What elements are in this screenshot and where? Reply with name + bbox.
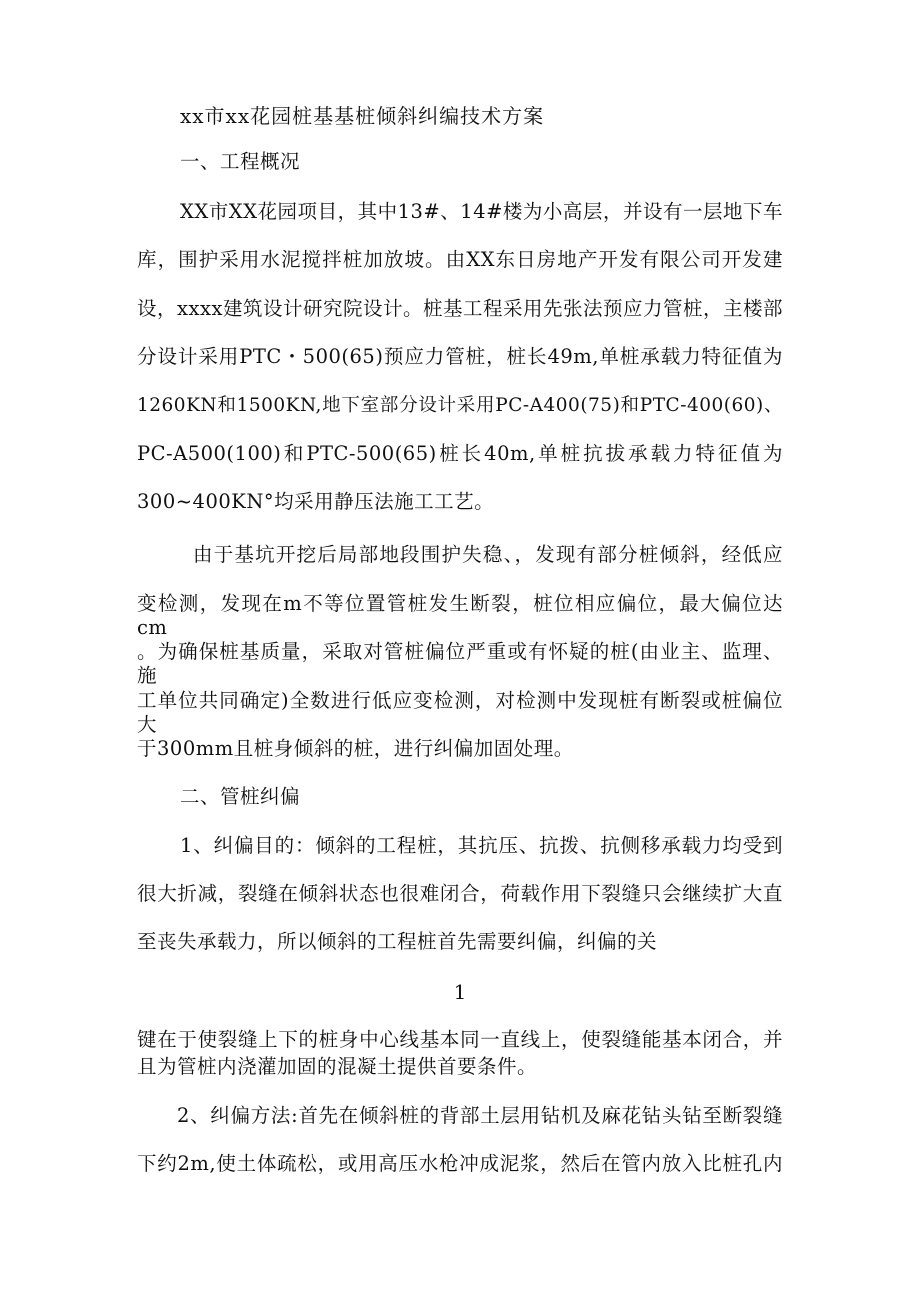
paragraph-line: 键在于使裂缝上下的桩身中心线基本同一直线上，使裂缝能基本闭合，并 (137, 1028, 783, 1051)
paragraph-line: 变检测，发现在m不等位置管桩发生断裂，桩位相应偏位，最大偏位达cm (137, 592, 783, 639)
paragraph-line: 2、纠偏方法:首先在倾斜桩的背部土层用钻机及麻花钻头钻至断裂缝 (177, 1104, 783, 1127)
paragraph-line: 下约2m,使土体疏松，或用高压水枪冲成泥浆，然后在管内放入比桩孔内 (137, 1152, 783, 1175)
paragraph-line: 且为管桩内浇灌加固的混凝土提供首要条件。 (137, 1055, 538, 1078)
paragraph-line: 设，xxxx建筑设计研究院设计。桩基工程采用先张法预应力管桩，主楼部 (137, 297, 783, 320)
document-title: xx市xx花园桩基基桩倾斜纠编技术方案 (180, 104, 545, 128)
paragraph-line: 1、纠偏目的：倾斜的工程桩，其抗压、抗拨、抗侧移承载力均受到 (180, 834, 783, 857)
paragraph-line: XX市XX花园项目，其中13#、14#楼为小高层，并设有一层地下车 (180, 200, 783, 223)
paragraph-line: 1260KN和1500KN,地下室部分设计采用PC-A400(75)和PTC-400(60)、 (137, 395, 783, 416)
paragraph-line: PC-A500(100)和PTC-500(65)桩长40m,单桩抗拔承载力特征值为 (137, 442, 783, 465)
paragraph-line: 300~400KN°均采用静压法施工工艺。 (137, 490, 495, 513)
paragraph-line: 至丧失承载力，所以倾斜的工程桩首先需要纠偏，纠偏的关 (137, 930, 658, 953)
paragraph-line: 分设计采用PTC・500(65)预应力管桩，桩长49m,单桩承载力特征值为 (137, 345, 783, 368)
paragraph-line: 库，围护采用水泥搅拌桩加放坡。由XX东日房地产开发有限公司开发建 (137, 248, 783, 271)
paragraph-line: 。为确保桩基质量，采取对管桩偏位严重或有怀疑的桩(由业主、监理、施 (137, 640, 783, 687)
page-number: 1 (453, 980, 467, 1004)
section-heading-correction: 二、管桩纠偏 (180, 785, 301, 808)
paragraph-line: 很大折减，裂缝在倾斜状态也很难闭合，荷载作用下裂缝只会继续扩大直 (137, 882, 783, 905)
section-heading-overview: 一、工程概况 (180, 150, 301, 173)
paragraph-line: 工单位共同确定)全数进行低应变检测，对检测中发现桩有断裂或桩偏位大 (137, 689, 783, 736)
paragraph-line: 于300mm且桩身倾斜的桩，进行纠偏加固处理。 (137, 737, 574, 760)
paragraph-line: 由于基坑开挖后局部地段围护失稳、，发现有部分桩倾斜，经低应 (193, 543, 783, 566)
